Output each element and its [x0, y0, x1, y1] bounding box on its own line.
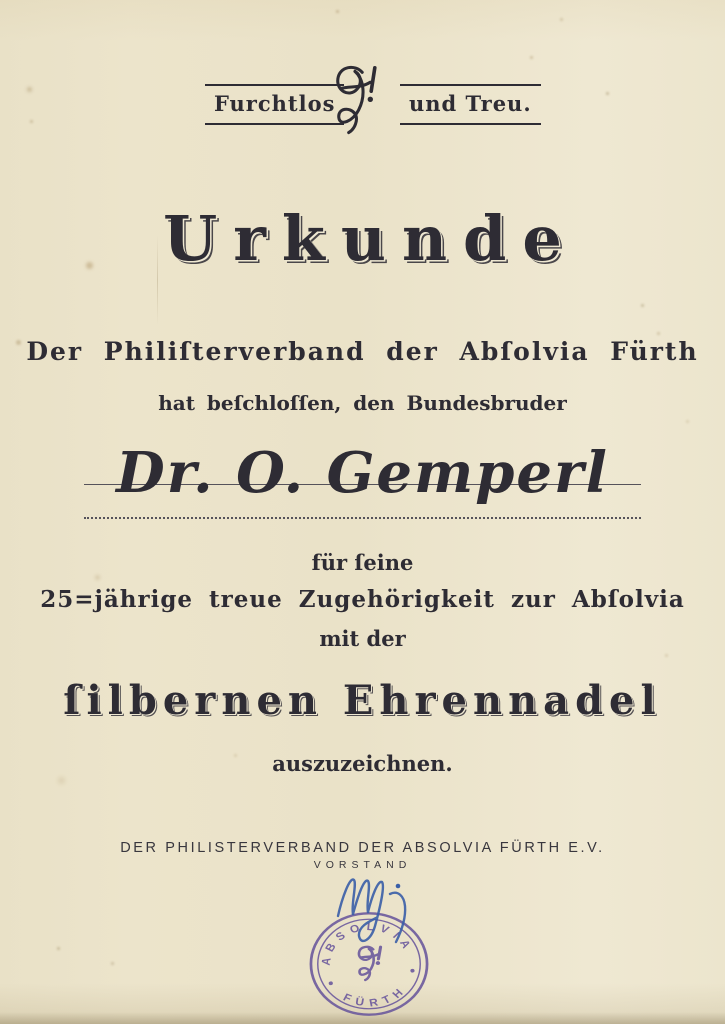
stamp-right-dot [410, 969, 415, 973]
stamp-left-dot [328, 981, 333, 985]
board-label: VORSTAND [313, 859, 412, 871]
motto-right: und Treu. [400, 84, 541, 125]
zirkel-monogram-icon [328, 60, 382, 144]
resolution-line: hat beſchloſſen, den Bundesbruder [158, 391, 567, 415]
stamp-arc-top-text: ABSOLVIA [320, 921, 416, 967]
award-name: ſilbernen Ehrennadel [63, 677, 662, 724]
name-rule-dotted [84, 517, 641, 519]
honor-verb-line: auszuzeichnen. [272, 751, 453, 776]
with-the-line: mit der [319, 626, 406, 651]
stamp-arc-bottom-text: FÜRTH [340, 983, 411, 1010]
motto-left: Furchtlos [205, 84, 344, 125]
issuer-caps-line: DER PHILISTERVERBAND DER ABSOLVIA FÜRTH E.V. [120, 840, 605, 856]
signature-dot [396, 884, 401, 889]
membership-line: 25=jährige treue Zugehörigkeit zur Abſolvia [40, 586, 685, 613]
certificate-title: Urkunde [163, 202, 578, 275]
exclamation-dot [368, 97, 373, 102]
issuing-body-line: Der Philiſterverband der Abſolvia Fürth [26, 337, 699, 366]
paper-speckles [0, 0, 3, 3]
signature-ink [328, 864, 428, 954]
for-his-line: für ſeine [311, 550, 414, 575]
recipient-name: Dr. O. Gemperl [116, 440, 609, 506]
